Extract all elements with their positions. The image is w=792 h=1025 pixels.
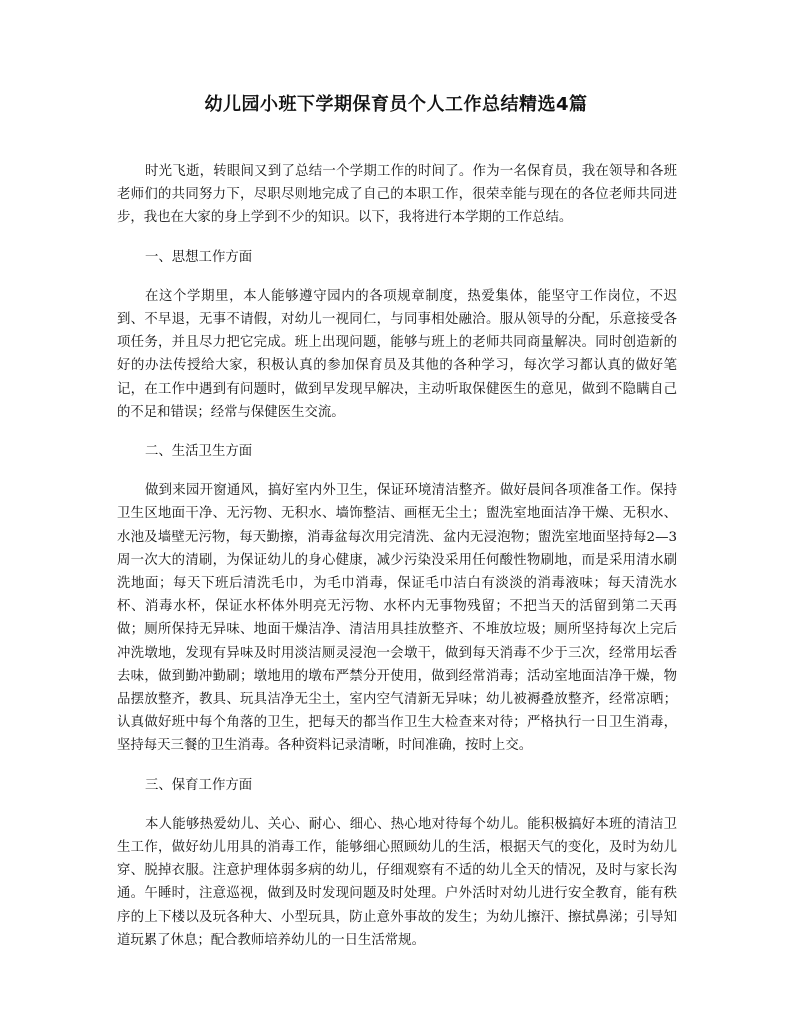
section-body-hygiene: 做到来园开窗通风，搞好室内外卫生，保证环境清洁整齐。做好晨间各项准备工作。保持卫生区地面干净、无污物、无积水、墙饰整洁、画框无尘土；盥洗室地面洁净干燥、无积水、水池及墙壁无污物，每天勤擦，消毒盆每次用完清洗、盆内无浸泡物；盥洗室地面坚持每2—3周一次大的清刷，为保证幼儿的身心健康，减少污染没采用任何酸性物刷地，而是采用清水刷洗地面；每天下班后清洗毛巾，为毛巾消毒，保证毛巾洁白有淡淡的消毒液味；每天清洗水杯、消毒水杯，保证水杯体外明亮无污物、水杯内无事物残留；不把当天的活留到第二天再做；厕所保持无异味、地面干燥洁净、清洁用具挂放整齐、不堆放垃圾；厕所坚持每次上完后冲洗墩地，发现有异味及时用淡洁厕灵浸泡一会墩干，做到每天消毒不少于三次，经常用坛香去味，做到勤冲勤刷；墩地用的墩布严禁分开使用，做到经常消毒；活动室地面洁净干燥，物品摆放整齐，教具、玩具洁净无尘土，室内空气清新无异味；幼儿被褥叠放整齐，经常凉晒；认真做好班中每个角落的卫生，把每天的都当作卫生大检查来对待；严格执行一日卫生消毒，坚持每天三餐的卫生消毒。各种资料记录清晰，时间准确，按时上交。 <box>117 483 677 754</box>
section-body-care: 本人能够热爱幼儿、关心、耐心、细心、热心地对待每个幼儿。能积极搞好本班的清洁卫生工作，做好幼儿用具的消毒工作，能够细心照顾幼儿的生活，根据天气的变化，及时为幼儿穿、脱掉衣服。注意护理体弱多病的幼儿，仔细观察有不适的幼儿全天的情况，及时与家长沟通。午睡时，注意巡视，做到及时发现问题及时处理。户外活时对幼儿进行安全教育，能有秩序的上下楼以及玩各种大、小型玩具，防止意外事故的发生；为幼儿擦汗、擦拭鼻涕；引导知道玩累了休息；配合教师培养幼儿的一日生活常规。 <box>117 816 677 948</box>
intro-paragraph: 时光飞逝，转眼间又到了总结一个学期工作的时间了。作为一名保育员，我在领导和各班老师们的共同努力下，尽职尽则地完成了自己的本职工作，很荣幸能与现在的各位老师共同进步，我也在大家的身上学到不少的知识。以下，我将进行本学期的工作总结。 <box>117 164 677 226</box>
section-heading-care: 三、保育工作方面 <box>145 777 253 793</box>
section-heading-thought: 一、思想工作方面 <box>145 249 253 265</box>
section-heading-hygiene: 二、生活卫生方面 <box>145 444 253 460</box>
document-title: 幼儿园小班下学期保育员个人工作总结精选4篇 <box>204 94 588 115</box>
section-body-thought: 在这个学期里，本人能够遵守园内的各项规章制度，热爱集体，能坚守工作岗位，不迟到、不早退，无事不请假，对幼儿一视同仁，与同事相处融洽。服从领导的分配，乐意接受各项任务，并且尽力把它完成。班上出现问题，能够与班上的老师共同商量解决。同时创造新的好的办法传授给大家，积极认真的参加保育员及其他的各种学习，每次学习都认真的做好笔记，在工作中遇到有问题时，做到早发现早解决，主动听取保健医生的意见，做到不隐瞒自己的不足和错误；经常与保健医生交流。 <box>117 288 677 420</box>
document-body <box>117 160 677 968</box>
